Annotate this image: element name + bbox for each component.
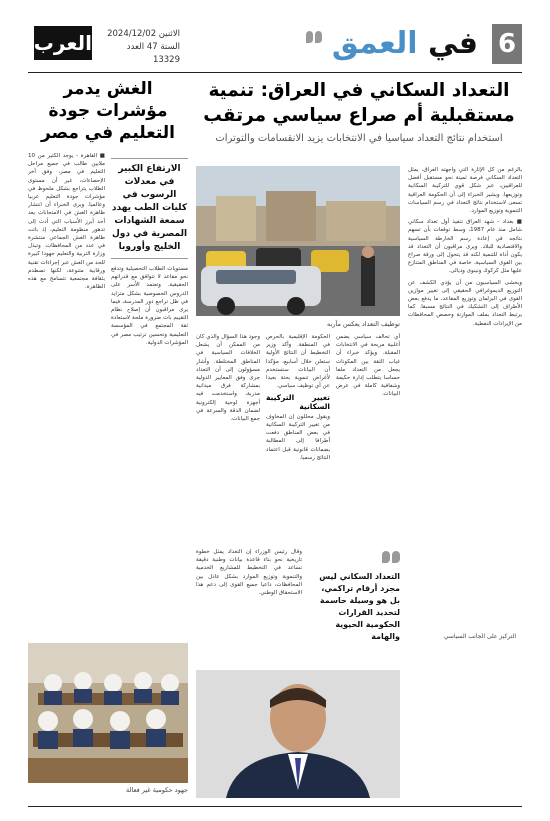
sidebar-pull-quote: الارتفاع الكبير في معدلات الرسوب في كليات الطب يهدد سمعة الشهادات المصرية في دول الخليج وأوروبا — [111, 158, 188, 259]
right-column-paragraph-2: ■ بغداد - شهد العراق تنفيذ أول تعداد سكاني شامل منذ عام 1987، وسط توقعات بأن تسهم نتائجه في إعادة رسم الخارطة السياسية والاقتصادية للبلاد. ويرى مراقبون أن التعداد قد يكون أداة للتنمية لكنه قد يتحول إلى ورقة صراع بين القوى السياسية، خاصة في المناطق المتنازع عليها مثل كركوك ونينوى وديالى. — [408, 219, 522, 275]
quote-icon — [310, 548, 400, 567]
body-column-3: أي تحالف سياسي يضمن أغلبية مريحة في الانتخابات المقبلة. ويؤكد خبراء أن غياب الثقة بين المكونات يجعل من التعداد ملفا حساسا يتطلب إدارة حكيمة وشفافية كاملة في عرض البيانات. — [336, 334, 400, 398]
issue-line: السنة 47 العدد 13329 — [126, 42, 180, 65]
page-header — [28, 22, 522, 70]
sidebar-article — [28, 78, 188, 800]
masthead-logo: العرب — [34, 26, 92, 60]
sidebar-photo-caption: جهود حكومية غير فعالة — [126, 786, 188, 794]
main-right-column — [408, 166, 522, 796]
prime-minister-block — [196, 548, 400, 798]
body-column-2b-text: ويقول محللون إن المخاوف من تغيير التركيبة السكانية في بعض المناطق دفعت أطرافا إلى المطالبة بضمانات قانونية قبل اعتماد النتائج رسميا. — [266, 413, 330, 461]
main-subheadline: استخدام نتائج التعداد سياسيا في الانتخابات يزيد الانقسامات والتوترات — [215, 133, 503, 144]
sidebar-columns — [28, 152, 188, 572]
date-line: الاثنين 2024/12/02 — [107, 29, 180, 39]
right-column-paragraph-1: بالرغم من كل الإثارة التي واجهته العراق، يمثل التعداد السكاني فرصة ثمينة نحو مستقبل أفضل للعراقيين، عبر شكل قوي للتركيبة السكانية وتوزيعها. ويشير الخبراء إلى أن الحكومة العراقية تسعى لاستخدام نتائج التعداد في رسم السياسات التنموية وتوزيع الموارد. — [408, 167, 522, 215]
header-divider — [28, 72, 522, 73]
prime-minister-photo — [196, 670, 400, 798]
street-photo-caption: توظيف التعداد يعكس مآربه — [327, 320, 400, 328]
section-title — [332, 24, 478, 64]
classroom-photo — [28, 643, 188, 783]
page-number: 6 — [492, 24, 522, 64]
sidebar-column-2-text: مستويات الطلاب التحصيلية وتدفع نحو مقاعد لا تتوافق مع قدراتهم الحقيقية. وتعتمد الأسر على الدروس الخصوصية بشكل متزايد في ظل تراجع دور المدرسة، فيما يرى مراقبون أن إصلاح نظام التقييم بات ضرورة ملحة لاستعادة ثقة المجتمع في المؤسسة التعليمية وتحسين ترتيب مصر في المؤشرات الدولية. — [111, 266, 188, 346]
section-title-prefix: في — [417, 26, 478, 61]
body-subhead: تغيير التركيبة السكانية — [266, 393, 330, 411]
section-title-accent: العمق — [331, 26, 418, 61]
pm-text: وقال رئيس الوزراء إن التعداد يمثل خطوة تاريخية نحو بناء قاعدة بيانات وطنية دقيقة تساعد في التخطيط للمشاريع الخدمية والتنموية وتوزيع الموارد بشكل عادل بين المحافظات، داعيا جميع القوى إلى دعم هذا الاستحقاق الوطني. — [196, 549, 302, 597]
sidebar-headline: الغش يدمر مؤشرات جودة التعليم في مصر — [41, 79, 175, 143]
body-column-2 — [266, 333, 330, 543]
sidebar-column-2 — [111, 152, 188, 572]
body-column-2-text: الحكومة الإقليمية بالحرص في المنطقة. وأكد وزير التخطيط أن النتائج الأولية ستعلن خلال أسابيع، مؤكدا أن البيانات ستستخدم لأغراض تنموية بحتة بعيدا عن أي توظيف سياسي. — [266, 334, 330, 390]
quote-icon — [304, 28, 322, 44]
main-article — [196, 78, 522, 800]
sidebar-column-1: ■ القاهرة - يوجد الكثير من 10 ملايين طالب في جميع مراحل التعليم في مصر، وفق آخر الإحصاءات، غير أن مستوى الطلاب يتراجع بشكل ملحوظ في مؤشرات جودة التعليم عربيا وعالميا. ويرى الخبراء أن انتشار ظاهرة الغش في الامتحانات يعد أحد أبرز الأسباب التي أدت إلى تدهور منظومة التعليم، إذ باتت ظاهرة الغش الجماعي منتشرة في عدد من المحافظات. وتبذل وزارة التربية والتعليم جهودا كبيرة للحد من الغش عبر إجراءات تقنية ورقابية متنوعة، لكنها تصطدم بثقافة مجتمعية تتسامح مع هذه الظاهرة. — [28, 153, 105, 291]
footer-divider — [28, 806, 522, 807]
body-column-1: وجود هذا السؤال والذي كان من الممكن أن يشعل الخلافات السياسية في المناطق المختلطة. وأشار مسؤولون إلى أن التعداد جرى وفق المعايير الدولية بمشاركة فرق ميدانية مدربة، واستخدمت فيه أجهزة لوحية إلكترونية لضمان الدقة والسرعة في جمع البيانات. — [196, 334, 260, 423]
pm-quote-text: التعداد السكاني ليس مجرد أرقام تراكمي، بل هو وسيلة حاسمة لتحديد القرارات الحكومية الحيوية والهامة — [319, 572, 400, 641]
main-headline: التعداد السكاني في العراق: تنمية مستقبلية أم صراع سياسي مرتقب — [203, 80, 515, 126]
pm-caption: التركيز على الجانب السياسي — [443, 633, 516, 640]
right-column-paragraph-3: ويخشى السياسيون من أن يؤدي الكشف عن التوزيع الديموغرافي الحقيقي إلى تغيير موازين القوى في البرلمان وتوزيع المقاعد، ما يدفع بعض الأطراف إلى التشكيك في النتائج مسبقا. كما يرتبط التعداد بملف الموازنة وحصص المحافظات من الإيرادات النفطية. — [408, 279, 522, 327]
pm-pull-quote — [310, 548, 400, 666]
issue-meta — [100, 28, 180, 67]
street-photo — [196, 166, 400, 316]
main-body-columns — [196, 333, 400, 543]
